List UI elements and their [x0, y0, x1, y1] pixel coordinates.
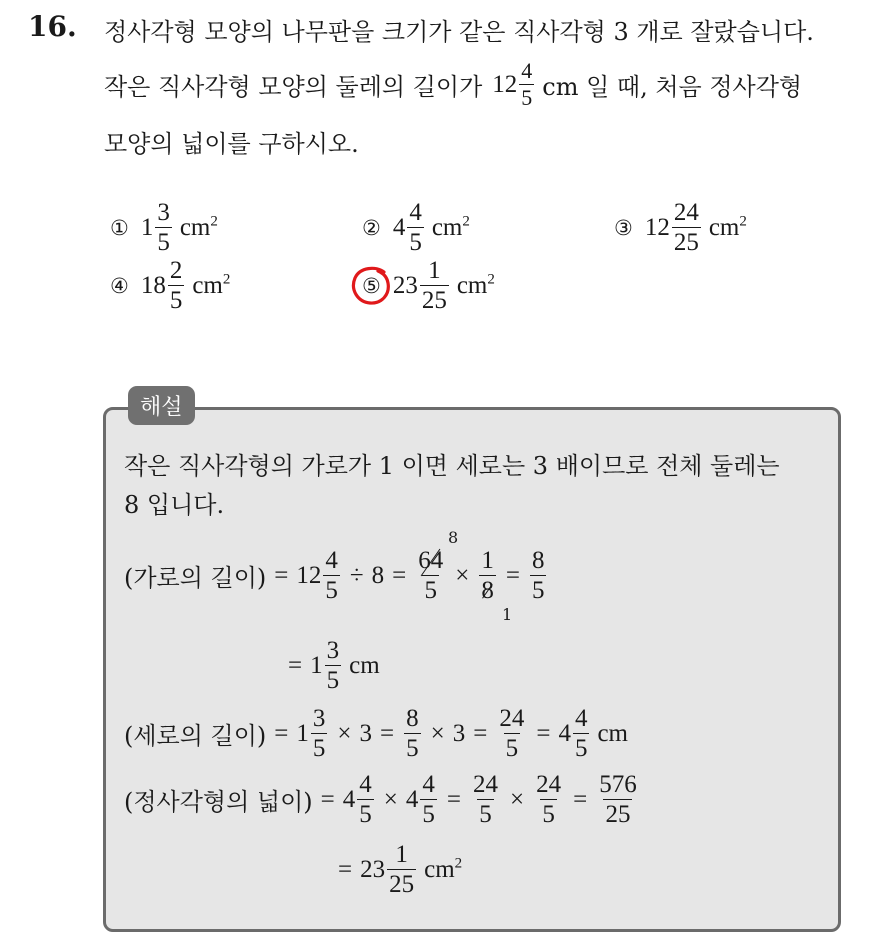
- choice-marker: ①: [110, 215, 129, 240]
- solution-width-result: = 1 $\frac{3}{5}$ cm: [288, 637, 380, 694]
- question-line-2: [104, 60, 802, 109]
- solution-text-1: 작은 직사각형의 가로가 1 이면 세로는 3 배이므로 전체 둘레는: [124, 452, 780, 480]
- choice-4[interactable]: [110, 258, 230, 313]
- answer-mark-circle-icon: [350, 264, 394, 308]
- choice-fraction: $\frac{4}{5}$: [409, 199, 422, 256]
- question-text-2a: 작은 직사각형 모양의 둘레의 길이가: [104, 73, 483, 101]
- choice-fraction: $\frac{2}{5}$: [169, 257, 183, 314]
- choice-fraction: $\frac{24}{25}$: [673, 199, 699, 256]
- solution-tag: 해설: [128, 386, 195, 425]
- question-line-3: 모양의 넓이를 구하시오.: [104, 130, 359, 158]
- question-line-1: 정사각형 모양의 나무판을 크기가 같은 직사각형 3 개로 잘랐습니다.: [104, 18, 814, 46]
- solution-area-result: = 23 $\frac{1}{25}$ $cm^2$: [338, 841, 463, 898]
- choice-fraction: $\frac{1}{25}$: [421, 257, 447, 314]
- choice-whole: 23: [392, 271, 418, 299]
- choice-1[interactable]: [110, 200, 218, 255]
- choice-whole: 18: [140, 271, 166, 299]
- choice-unit: $cm^2$: [456, 271, 495, 299]
- choice-fraction: $\frac{3}{5}$: [157, 199, 170, 256]
- choice-marker: ③: [614, 215, 633, 240]
- choice-unit: $cm^2$: [179, 213, 218, 241]
- solution-text-2: 8 입니다.: [124, 491, 225, 519]
- question-length-whole: 12: [492, 70, 518, 98]
- cancel-fraction-1-8: $\frac{1}{8}$: [481, 547, 494, 604]
- math-label: (세로의 길이): [124, 722, 267, 750]
- choice-3[interactable]: [614, 200, 747, 255]
- choice-marker: ④: [110, 273, 129, 298]
- solution-height-line: (세로의 길이) = 1 $\frac{3}{5}$ × 3 = $\frac{8}{5}$ × 3 = $\frac{24}{5}$ = 4 $\frac{4}{5}$ cm: [124, 705, 628, 762]
- math-label: (가로의 길이): [124, 564, 267, 592]
- solution-width-line: (가로의 길이) = 12 $\frac{4}{5}$ ÷ 8 = $\frac{64}{5}$ × $\frac{1}{8}$ = $\frac{8}{5}$: [124, 547, 545, 604]
- question-text-2b: cm 일 때, 처음 정사각형: [542, 73, 803, 101]
- math-label: (정사각형의 넓이): [124, 788, 313, 816]
- cancel-result-below: 1: [502, 605, 513, 624]
- choice-unit: $cm^2$: [192, 271, 231, 299]
- solution-area-line: (정사각형의 넓이) = 4 $\frac{4}{5}$ × 4 $\frac{4}{5}$ = $\frac{24}{5}$ × $\frac{24}{5}$ = $\frac{576}{25}$: [124, 771, 637, 828]
- question-number: 16.: [28, 10, 77, 43]
- choice-unit: $cm^2$: [708, 213, 747, 241]
- choice-marker: ②: [362, 215, 381, 240]
- choice-whole: 4: [392, 213, 406, 241]
- choice-whole: 12: [644, 213, 670, 241]
- choice-marker: ⑤: [362, 273, 381, 298]
- question-length-fraction: $\frac{4}{5}$: [521, 58, 533, 110]
- choice-unit: $cm^2$: [431, 213, 470, 241]
- choice-whole: 1: [140, 213, 154, 241]
- cancel-fraction-64: $\frac{64}{5}$: [418, 547, 444, 604]
- choice-2[interactable]: [362, 200, 470, 255]
- cancel-result-above: 8: [448, 528, 459, 547]
